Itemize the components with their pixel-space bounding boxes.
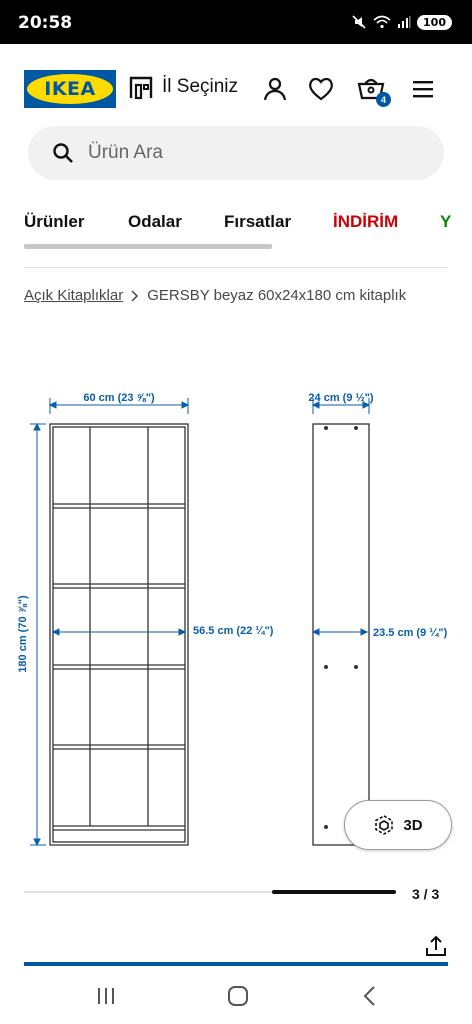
breadcrumb-current: GERSBY beyaz 60x24x180 cm kitaplık xyxy=(147,287,407,304)
share-button[interactable] xyxy=(424,934,448,958)
logo-text: IKEA xyxy=(27,74,113,104)
back-button[interactable] xyxy=(356,984,384,1008)
inner-depth-dimension-label: 23.5 cm (9 ¼") xyxy=(373,627,448,639)
nav-item-products[interactable]: Ürünler xyxy=(24,212,85,231)
status-icons xyxy=(351,14,452,30)
ikea-logo[interactable] xyxy=(24,70,116,108)
gallery-counter: 3 / 3 xyxy=(412,886,440,902)
store-icon xyxy=(128,74,154,100)
nav-scroll-indicator xyxy=(24,244,272,249)
back-icon xyxy=(362,985,378,1007)
search-placeholder: Ürün Ara xyxy=(88,142,163,163)
system-nav-bar xyxy=(0,968,472,1024)
dimension-lines xyxy=(30,398,369,845)
view-3d-button[interactable] xyxy=(344,800,452,850)
home-button[interactable] xyxy=(224,984,252,1008)
search-icon xyxy=(52,142,74,164)
user-icon xyxy=(262,76,288,102)
width-dimension-label: 60 cm (23 ⅝") xyxy=(83,392,155,404)
depth-dimension-label: 24 cm (9 ½") xyxy=(308,392,374,404)
heart-icon xyxy=(308,77,334,101)
nav-item-new[interactable]: Y xyxy=(440,212,452,231)
category-nav xyxy=(24,208,472,248)
breadcrumb xyxy=(24,287,406,304)
store-label: İl Seçiniz xyxy=(162,76,239,97)
menu-icon xyxy=(411,79,435,99)
nav-item-deals[interactable]: Fırsatlar xyxy=(224,212,292,231)
mute-icon xyxy=(351,14,367,30)
account-button[interactable] xyxy=(260,74,290,104)
section-accent-bar xyxy=(24,962,448,966)
inner-width-dimension-label: 56.5 cm (22 ¼") xyxy=(193,625,274,637)
header xyxy=(0,44,472,134)
shelf-front-outline xyxy=(50,424,188,845)
view-3d-label: 3D xyxy=(403,816,423,834)
battery-indicator: 100 xyxy=(417,15,452,30)
chevron-right-icon xyxy=(130,290,140,302)
recent-apps-icon xyxy=(95,986,117,1006)
nav-item-rooms[interactable]: Odalar xyxy=(128,212,182,231)
favourites-button[interactable] xyxy=(306,74,336,104)
store-select-button[interactable] xyxy=(128,74,238,100)
side-holes xyxy=(324,426,358,829)
cart-button[interactable] xyxy=(356,74,386,104)
height-dimension-label: 180 cm (70 ⅞") xyxy=(17,595,29,673)
breadcrumb-parent-link[interactable]: Açık Kitaplıklar xyxy=(24,287,124,304)
wifi-icon xyxy=(373,15,391,29)
gallery-progress-fill xyxy=(272,890,396,894)
signal-icon xyxy=(397,15,411,29)
recent-apps-button[interactable] xyxy=(92,984,120,1008)
3d-cube-icon xyxy=(373,814,395,836)
cart-count-badge: 4 xyxy=(376,92,391,107)
nav-item-sale[interactable]: İNDİRİM xyxy=(333,212,399,231)
search-input[interactable] xyxy=(28,126,444,180)
status-time: 20:58 xyxy=(18,13,73,33)
divider xyxy=(24,267,448,268)
share-icon xyxy=(424,934,448,958)
status-bar xyxy=(0,0,472,44)
home-icon xyxy=(227,985,249,1007)
menu-button[interactable] xyxy=(408,74,438,104)
product-dimension-drawing[interactable] xyxy=(0,380,472,860)
